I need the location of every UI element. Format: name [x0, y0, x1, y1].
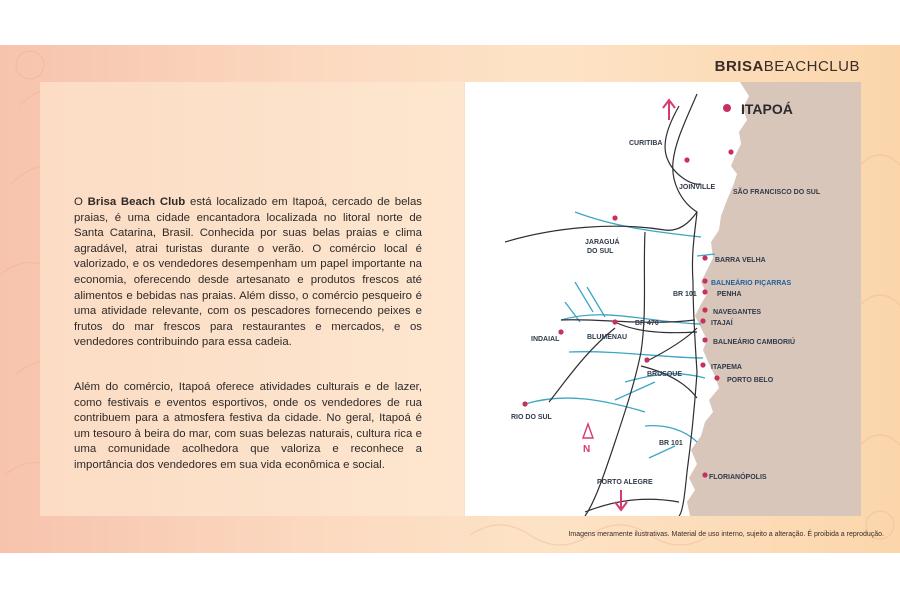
label-itapema: ITAPEMA	[711, 364, 742, 371]
label-brusque: BRUSQUE	[647, 371, 683, 378]
marker-navegantes	[702, 307, 707, 312]
label-camboriu: BALNEÁRIO CAMBORIÚ	[713, 339, 796, 346]
label-navegantes: NAVEGANTES	[713, 309, 762, 316]
region-map	[465, 82, 861, 516]
paragraph-2: Além do comércio, Itapoá oferece atividades culturais e de lazer, como festivais e eventos esportivos, onde os vendedores de rua contribuem para a atmosfera festiva da cidade. No geral, Itapoá é um tesouro à beira do mar, com suas belezas naturais, cultura rica e uma comunidade acolhedora que valoriza e reconhece a importância dos vendedores em sua vida econômica e social.	[74, 381, 422, 471]
label-jaragua-2: DO SUL	[587, 248, 614, 255]
label-br101-b: BR 101	[659, 440, 683, 447]
city-markers	[522, 104, 733, 478]
marker-penha	[702, 289, 707, 294]
brand-part1: BRISA	[714, 58, 764, 75]
label-itapoa: ITAPOÁ	[741, 101, 793, 117]
label-porto-belo: PORTO BELO	[727, 377, 774, 384]
marker-rio-do-sul	[522, 401, 527, 406]
north-arrow	[583, 424, 593, 438]
marker-itapoa	[723, 104, 731, 112]
label-br101-a: BR 101	[673, 291, 697, 298]
marker-indaial	[558, 329, 563, 334]
club-name: Brisa Beach Club	[87, 196, 186, 208]
marker-blumenau	[612, 319, 617, 324]
brand-part2: BEACHCLUB	[763, 58, 860, 75]
marker-barra-velha	[702, 255, 707, 260]
label-br470: BR 470	[635, 320, 659, 327]
label-barra-velha: BARRA VELHA	[715, 257, 766, 264]
marker-florianopolis	[702, 472, 707, 477]
label-penha: PENHA	[717, 291, 742, 298]
marker-sao-francisco	[728, 149, 733, 154]
label-itajai: ITAJAÍ	[711, 320, 733, 327]
label-blumenau: BLUMENAU	[587, 334, 628, 341]
slide	[0, 45, 900, 553]
marker-brusque	[644, 357, 649, 362]
roads	[505, 94, 701, 516]
map-svg	[465, 82, 861, 516]
label-porto-alegre: PORTO ALEGRE	[597, 479, 653, 486]
marker-jaragua	[612, 215, 617, 220]
paragraph-1: O Brisa Beach Club está localizado em Itapoá, cercado de belas praias, é uma cidade encantadora localizada no litoral norte de Santa Catarina, Brasil. Conhecida por suas belas praias e clima agradável, atrai turistas durante o verão. O comércio local é valorizado, e os vendedores desempenham um papel importante na economia, oferecendo desde artesanato e produtos frescos até alimentos e bebidas nas praias. Além disso, o comércio pesqueiro é uma atividade relevante, com os pescadores fornecendo peixes e frutos do mar frescos para restaurantes e mercados, e os vendedores contribuindo para essa cadeia.	[74, 196, 422, 349]
disclaimer: Imagens meramente ilustrativas. Material de uso interno, sujeito a alteração. É proibida a reprodução.	[568, 531, 884, 538]
label-joinville: JOINVILLE	[679, 184, 716, 191]
label-florianopolis: FLORIANÓPOLIS	[709, 474, 767, 481]
label-sao-francisco: SÃO FRANCISCO DO SUL	[733, 189, 821, 196]
label-north: N	[583, 444, 591, 455]
label-curitiba: CURITIBA	[629, 140, 663, 147]
label-picarras: BALNEÁRIO PIÇARRAS	[711, 280, 792, 287]
brand-logo	[715, 58, 860, 75]
coast-land	[687, 82, 861, 516]
marker-itajai	[700, 318, 705, 323]
marker-joinville	[684, 157, 689, 162]
label-rio-do-sul: RIO DO SUL	[511, 414, 552, 421]
marker-picarras	[702, 278, 707, 283]
marker-porto-belo	[714, 375, 719, 380]
label-indaial: INDAIAL	[531, 336, 560, 343]
text-panel	[40, 82, 464, 516]
marker-camboriu	[702, 337, 707, 342]
marker-itapema	[700, 362, 705, 367]
label-jaragua-1: JARAGUÁ	[585, 239, 620, 246]
arrow-porto-alegre	[615, 490, 627, 510]
